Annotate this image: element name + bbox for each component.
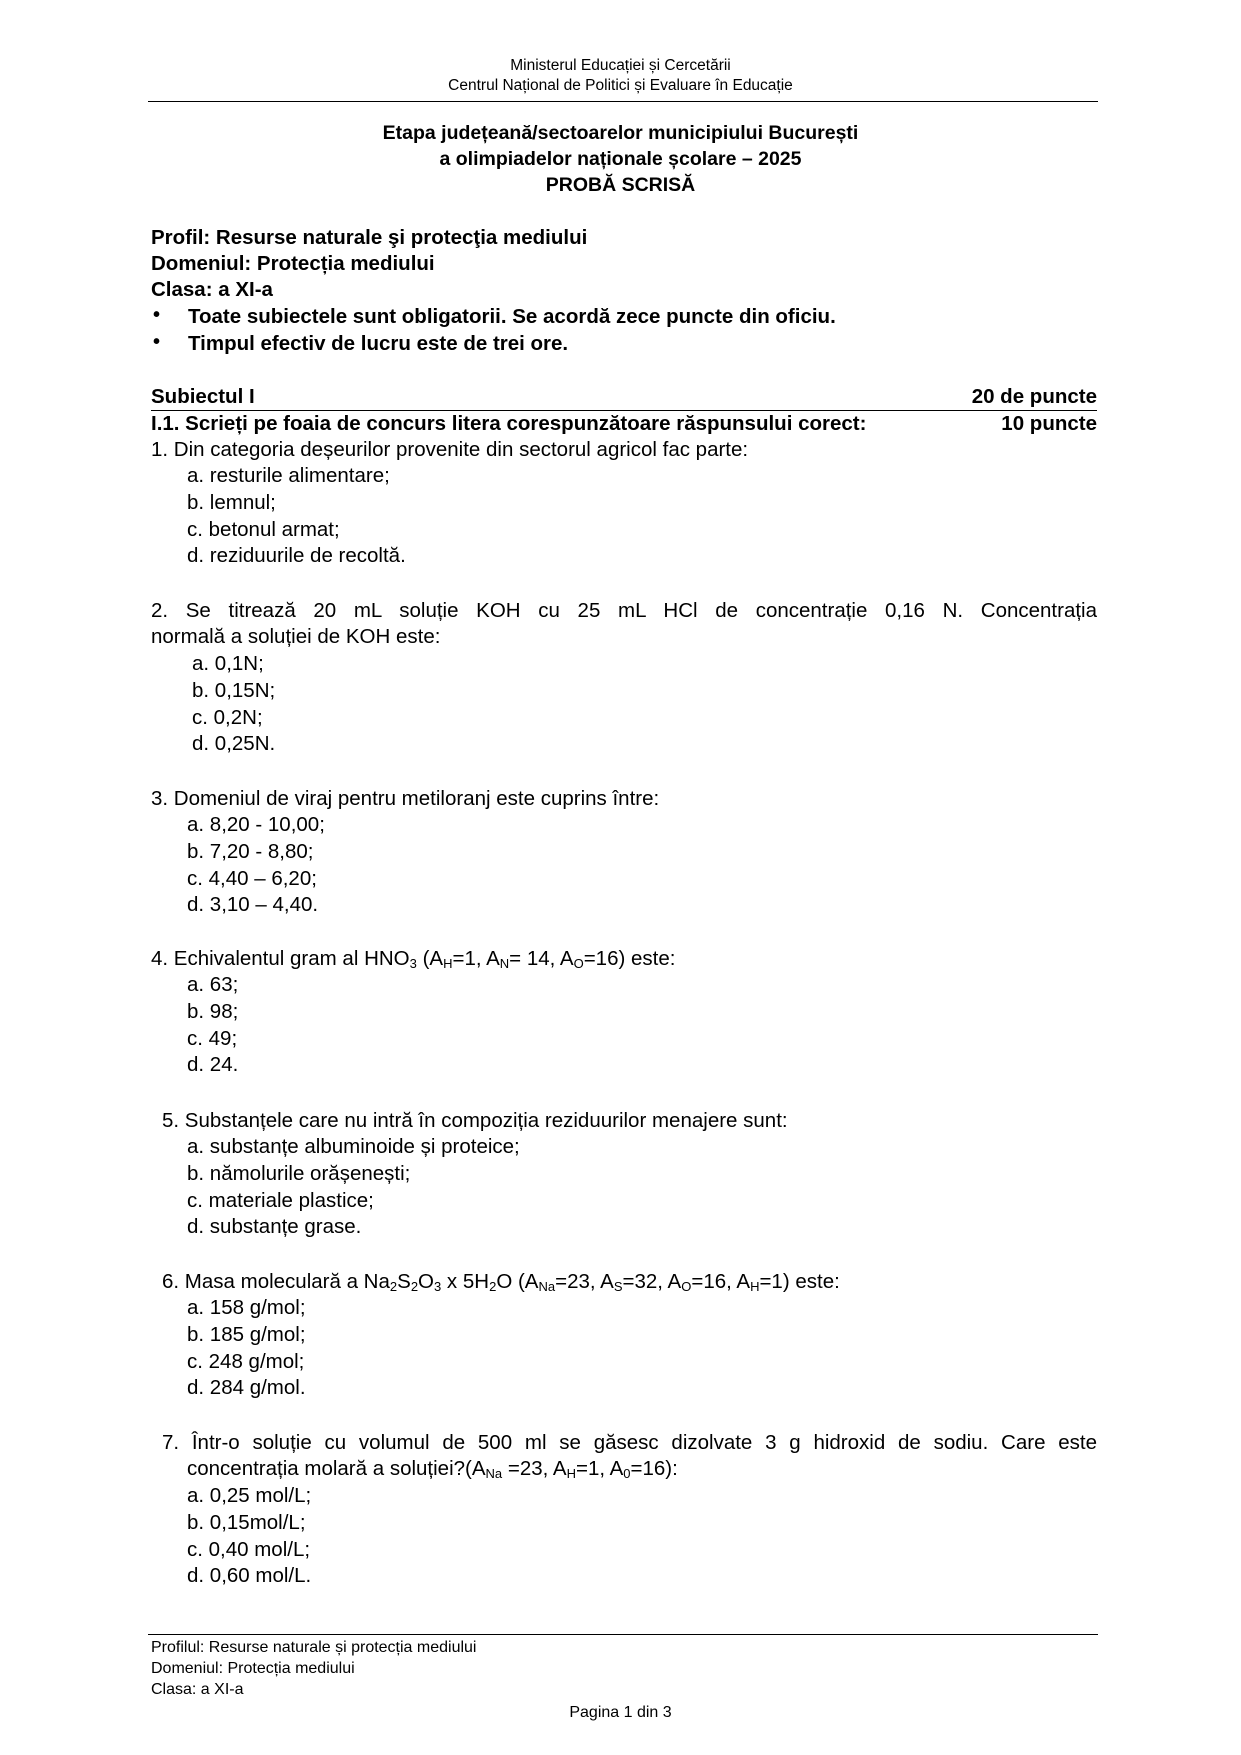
q5-option-c: c. materiale plastice; xyxy=(187,1189,374,1212)
footer-divider xyxy=(148,1634,1098,1635)
bullet-icon: • xyxy=(153,304,161,326)
footer-domain: Domeniul: Protecția mediului xyxy=(151,1660,355,1677)
q1-option-b: b. lemnul; xyxy=(187,491,276,514)
q2-option-c: c. 0,2N; xyxy=(192,706,263,729)
q6-option-b: b. 185 g/mol; xyxy=(187,1323,306,1346)
question-6: 6. Masa moleculară a $Na_2S_2O_3$ x $5H_2O$ ($A_{Na}=23$, $A_S=32$, $A_O=16$, $A_H=1$) este: xyxy=(162,1270,840,1294)
q6-option-d: d. 284 g/mol. xyxy=(187,1376,306,1399)
q6-option-c: c. 248 g/mol; xyxy=(187,1350,305,1373)
q3-option-b: b. 7,20 - 8,80; xyxy=(187,840,314,863)
q5-option-a: a. substanțe albuminoide și proteice; xyxy=(187,1135,520,1158)
profile-label: Profil: Resurse naturale şi protecţia mediului xyxy=(151,226,588,249)
domain-label: Domeniul: Protecția mediului xyxy=(151,252,435,275)
part-label: I.1. Scrieți pe foaia de concurs litera corespunzătoare răspunsului corect: xyxy=(151,412,867,435)
q4-option-a: a. 63; xyxy=(187,973,239,996)
footer-profile: Profilul: Resurse naturale și protecția mediului xyxy=(151,1639,477,1656)
q1-option-c: c. betonul armat; xyxy=(187,518,340,541)
question-4: 4. Echivalentul gram al $HNO_3$ ($A_H=1$, $A_N= 14$, $A_O=16$) este: xyxy=(151,947,676,971)
q7-option-d: d. 0,60 mol/L. xyxy=(187,1564,312,1587)
question-7-line1: 7. Într-o soluție cu volumul de 500 ml se găsesc dizolvate 3 g hidroxid de sodiu. Care este xyxy=(162,1431,1097,1454)
q1-option-d: d. reziduurile de recoltă. xyxy=(187,544,406,567)
q7-option-b: b. 0,15mol/L; xyxy=(187,1511,306,1534)
instruction-2: Timpul efectiv de lucru este de trei ore. xyxy=(188,332,569,355)
header-divider xyxy=(148,101,1098,102)
q3-option-c: c. 4,40 – 6,20; xyxy=(187,867,317,890)
exam-title-line2: a olimpiadelor naționale școlare – 2025 xyxy=(439,148,802,170)
q2-option-d: d. 0,25N. xyxy=(192,732,276,755)
subject-label: Subiectul I xyxy=(151,385,255,408)
question-2-line1: 2. Se titrează 20 mL soluție KOH cu 25 mL HCl de concentrație 0,16 N. Concentrația xyxy=(151,599,1097,622)
q5-option-b: b. nămolurile orășenești; xyxy=(187,1162,411,1185)
part-header xyxy=(151,411,1097,437)
question-3: 3. Domeniul de viraj pentru metiloranj este cuprins între: xyxy=(151,787,660,810)
q1-option-a: a. resturile alimentare; xyxy=(187,464,390,487)
exam-title-line1: Etapa județeană/sectoarelor municipiului București xyxy=(382,122,859,144)
q5-option-d: d. substanțe grase. xyxy=(187,1215,362,1238)
q6-option-a: a. 158 g/mol; xyxy=(187,1296,306,1319)
question-2-line2: normală a soluției de KOH este: xyxy=(151,625,441,648)
class-label: Clasa: a XI-a xyxy=(151,278,273,301)
exam-title-line3: PROBĂ SCRISĂ xyxy=(545,174,696,196)
q3-option-a: a. 8,20 - 10,00; xyxy=(187,813,325,836)
question-5: 5. Substanțele care nu intră în compoziția reziduurilor menajere sunt: xyxy=(162,1109,788,1132)
question-1: 1. Din categoria deșeurilor provenite din sectorul agricol fac parte: xyxy=(151,438,749,461)
q4-option-c: c. 49; xyxy=(187,1027,238,1050)
page-number: Pagina 1 din 3 xyxy=(569,1704,672,1721)
instruction-1: Toate subiectele sunt obligatorii. Se acordă zece puncte din oficiu. xyxy=(188,305,836,328)
subject-points: 20 de puncte xyxy=(971,385,1097,408)
ministry-name: Ministerul Educației și Cercetării xyxy=(510,57,731,74)
center-name: Centrul Național de Politici și Evaluare în Educație xyxy=(448,77,793,94)
q4-option-d: d. 24. xyxy=(187,1053,239,1076)
q7-option-c: c. 0,40 mol/L; xyxy=(187,1538,311,1561)
q2-option-b: b. 0,15N; xyxy=(192,679,276,702)
question-7-line2: concentrația molară a $soluției?(A_{Na} =23$, $A_H=1$, $A_0=16$): xyxy=(187,1457,678,1481)
footer-class: Clasa: a XI-a xyxy=(151,1681,244,1698)
q7-option-a: a. 0,25 mol/L; xyxy=(187,1484,312,1507)
q3-option-d: d. 3,10 – 4,40. xyxy=(187,893,319,916)
q2-option-a: a. 0,1N; xyxy=(192,652,264,675)
bullet-icon: • xyxy=(153,331,161,353)
part-points: 10 puncte xyxy=(1001,412,1097,435)
q4-option-b: b. 98; xyxy=(187,1000,239,1023)
subject-header xyxy=(151,384,1097,411)
